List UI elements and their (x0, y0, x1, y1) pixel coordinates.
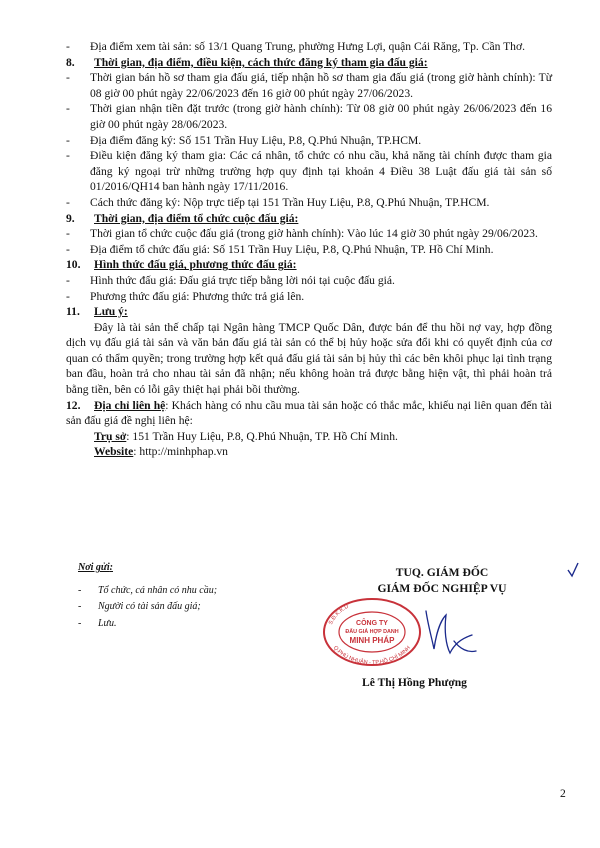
recipient-item: - Người có tài sản đấu giá; (78, 601, 201, 612)
section-8-item: - Thời gian bán hồ sơ tham gia đấu giá, tiếp nhận hồ sơ tham gia đấu giá (trong giờ hành chính): Từ 08 giờ 00 phút ngày 22/06/2023 đến 16 giờ 00 phút ngày 27/06/2023. (66, 71, 552, 100)
svg-text:ĐẤU GIÁ HỢP DANH: ĐẤU GIÁ HỢP DANH (345, 629, 399, 635)
document-body (66, 39, 552, 460)
section-11-heading: 11. Lưu ý: (66, 305, 128, 319)
recipient-item: - Lưu. (78, 617, 117, 629)
svg-text:MINH PHÁP: MINH PHÁP (349, 636, 395, 645)
office-address: Trụ sở: 151 Trần Huy Liệu, P.8, Q.Phú Nhuận, TP. Hồ Chí Minh. (94, 429, 398, 443)
handwritten-signature-icon (420, 605, 480, 665)
section-9-item: - Địa điểm tổ chức đấu giá: Số 151 Trần Huy Liệu, P.8, Q.Phú Nhuận, TP. Hồ Chí Minh. (66, 242, 494, 256)
section-11-text: Đây là tài sản thế chấp tại Ngân hàng TMCP Quốc Dân, được bán để thu hồi nợ vay, hợp đồng dịch vụ đấu giá tài sản và văn bản đấu giá tài sản có thể bị hủy hoặc sửa đổi khi có quyết định của cơ quan có thẩm quyền; trong trường hợp kết quả đấu giá tài sản bị hủy thì các bên khôi phục lại tình trạng ban đầu, hoàn trả cho nhau tài sản đã nhận; nếu không hoàn trả được bằng hiện vật, thì phải hoàn trả bằng tiền, bên có lỗi gây thiệt hại phải bồi thường. (66, 320, 552, 397)
website-link[interactable]: : http://minhphap.vn (133, 445, 228, 459)
section-9-heading: 9. Thời gian, địa điểm tổ chức cuộc đấu giá: (66, 211, 299, 225)
section-10-item: - Hình thức đấu giá: Đấu giá trực tiếp bằng lời nói tại cuộc đấu giá. (66, 273, 395, 287)
recipients-title: Nơi gửi: (78, 562, 113, 573)
company-seal-icon (320, 596, 424, 666)
section-8-item: - Thời gian nhận tiền đặt trước (trong giờ hành chính): Từ 08 giờ 00 phút ngày 26/06/2023 đến 16 giờ 00 phút ngày 28/06/2023. (66, 102, 552, 131)
signer-name: Lê Thị Hồng Phượng (362, 676, 467, 689)
section-8-heading: 8. Thời gian, địa điểm, điều kiện, cách thức đăng ký tham gia đấu giá: (66, 55, 428, 69)
section-8-item: - Điều kiện đăng ký tham gia: Các cá nhân, tổ chức có nhu cầu, khả năng tài chính được tham gia đăng ký ngoại trừ những trường hợp quy định tại khoản 4 Điều 38 Luật đấu giá tài sản số 01/2016/QH14 ban hành ngày 17/11/2016. (66, 149, 552, 194)
recipients-block (78, 560, 217, 632)
checkmark-icon (566, 561, 580, 579)
svg-text:CÔNG TY: CÔNG TY (356, 620, 388, 627)
page-number: 2 (560, 787, 566, 800)
section-12-paragraph: 12. Địa chỉ liên hệ: Khách hàng có nhu cầu mua tài sản hoặc có thắc mắc, khiếu nại liên quan đến tài sản đấu giá đề nghị liên hệ: (66, 398, 552, 428)
item-view-location: - Địa điểm xem tài sản: số 13/1 Quang Trung, phường Hưng Lợi, quận Cái Răng, Tp. Cần Thơ. (66, 40, 525, 53)
section-9-item: - Thời gian tổ chức cuộc đấu giá (trong giờ hành chính): Vào lúc 14 giờ 30 phút ngày 29/06/2023. (66, 227, 538, 241)
recipient-item: - Tổ chức, cá nhân có nhu cầu; (78, 584, 218, 596)
website-line: Website: http://minhphap.vn (94, 445, 228, 459)
svg-text:S.Đ.K.K.D: S.Đ.K.K.D (328, 603, 350, 626)
section-8-item: - Cách thức đăng ký: Nộp trực tiếp tại 151 Trần Huy Liệu, P.8, Q.Phú Nhuận, TP.HCM. (66, 195, 490, 209)
signature-authority: TUQ. GIÁM ĐỐC (395, 566, 489, 579)
svg-text:Q.PHÚ NHUẬN - TP.HỒ CHÍ MINH: Q.PHÚ NHUẬN - TP.HỒ CHÍ MINH (331, 644, 412, 666)
signature-block (312, 565, 572, 596)
section-10-heading: 10. Hình thức đấu giá, phương thức đấu giá: (66, 258, 297, 272)
signature-position: GIÁM ĐỐC NGHIỆP VỤ (377, 581, 507, 595)
section-8-item: - Địa điểm đăng ký: Số 151 Trần Huy Liệu, P.8, Q.Phú Nhuận, TP.HCM. (66, 133, 422, 147)
section-10-item: - Phương thức đấu giá: Phương thức trả giá lên. (66, 289, 305, 303)
